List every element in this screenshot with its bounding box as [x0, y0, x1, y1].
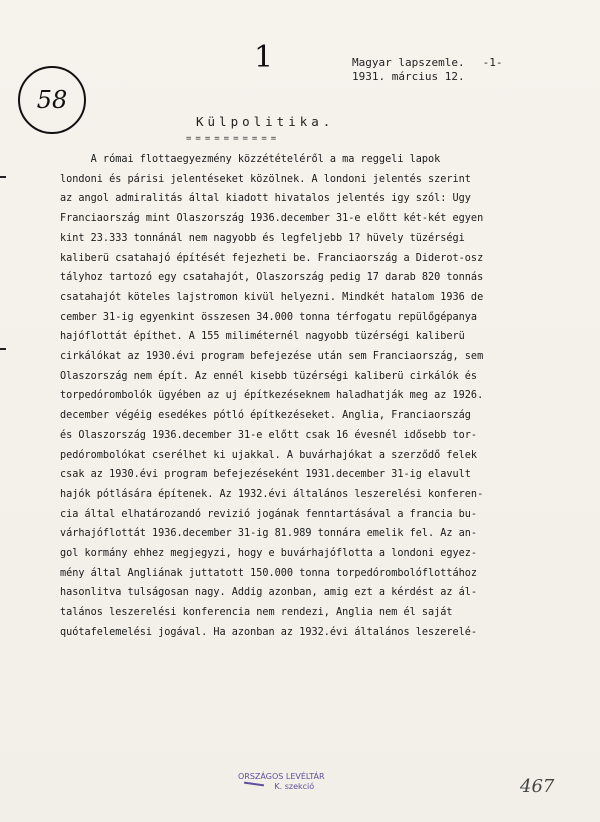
text-line: mény által Angliának juttatott 150.000 tonna torpedórombolóflottához	[60, 567, 478, 579]
text-line: hajóflottát építhet. A 155 miliméternél nagyobb tüzérségi kaliberü	[60, 331, 465, 343]
folio-number: 467	[520, 776, 555, 797]
stamp-line-2: K. szekció	[274, 782, 315, 791]
margin-mark	[0, 176, 6, 178]
text-line: cia által elhatározandó revizió jogának fenntartásával a francia bu-	[60, 508, 478, 520]
header-page-marker: -1-	[482, 56, 503, 69]
text-line: kint 23.333 tonnánál nem nagyobb és legfeljebb 1? hüvely tüzérségi	[60, 232, 465, 244]
section-title: Külpolitika.	[196, 114, 335, 129]
stamp-line-1: ORSZÁGOS LEVÉLTÁR	[238, 772, 325, 781]
header-date: 1931. március 12.	[352, 70, 465, 83]
text-line: kaliberü csatahajó építését fejezheti be. Franciaország a Diderot-osz	[60, 252, 484, 264]
text-line: torpedórombolók ügyében az uj építkezéseknem haladhatják meg az 1926.	[60, 390, 484, 402]
archive-stamp	[238, 772, 325, 792]
text-line: londoni és párisi jelentéseket közölnek. A londoni jelentés szerint	[60, 173, 471, 185]
text-line: december végéig esedékes pótló építkezéseket. Anglia, Franciaország	[60, 410, 471, 422]
text-line: pedórombolókat cserélhet ki ujakkal. A buvárhajókat a szerződő felek	[60, 449, 478, 461]
text-line: cember 31-ig egyenkint összesen 34.000 tonna térfogatu repülőgépanya	[60, 311, 478, 323]
text-line: A római flottaegyezmény közzétételéről a ma reggeli lapok	[60, 154, 441, 165]
text-line: és Olaszország 1936.december 31-e előtt csak 16 évesnél idősebb tor-	[60, 429, 478, 441]
text-line: gol kormány ehhez megjegyzi, hogy e buvárhajóflotta a londoni egyez-	[60, 548, 478, 560]
handwritten-page-number: 1	[254, 40, 274, 75]
text-line: talános leszerelési konferencia nem rendezi, Anglia nem él saját	[60, 607, 453, 619]
text-line: várhajóflottát 1936.december 31-ig 81.989 tonnára emelik fel. Az an-	[60, 528, 478, 540]
text-line: tályhoz tartozó egy csatahajót, Olaszország pedig 17 darab 820 tonnás	[60, 272, 484, 284]
margin-mark	[0, 348, 6, 350]
text-line: az angol admiralitás által kiadott hivatalos jelentés igy szól: Ugy	[60, 193, 471, 205]
document-header	[352, 56, 502, 84]
circled-number-text: 58	[36, 86, 68, 114]
text-line: quótafelemelési jogával. Ha azonban az 1932.évi általános leszerelé-	[60, 626, 478, 638]
text-line: hasonlitva tulságosan nagy. Addig azonban, amig ezt a kérdést az ál-	[60, 587, 478, 599]
body-text	[60, 150, 558, 643]
header-source: Magyar lapszemle.	[352, 56, 465, 69]
title-underline: ==========	[186, 134, 281, 144]
circled-file-number	[18, 66, 86, 134]
text-line: Franciaország mint Olaszország 1936.december 31-e előtt két-két egyen	[60, 213, 484, 225]
text-line: csatahajót köteles lajstromon kivül helyezni. Mindkét hatalom 1936 de	[60, 291, 484, 303]
text-line: csak az 1930.évi program befejezéseként 1931.december 31-ig elavult	[60, 469, 471, 481]
text-line: hajók pótlására építenek. Az 1932.évi általános leszerelési konferen-	[60, 488, 484, 500]
text-line: cirkálókat az 1930.évi program befejezése után sem Franciaország, sem	[60, 351, 484, 363]
text-line: Olaszország nem épít. Az ennél kisebb tüzérségi kaliberü cirkálók és	[60, 370, 478, 382]
